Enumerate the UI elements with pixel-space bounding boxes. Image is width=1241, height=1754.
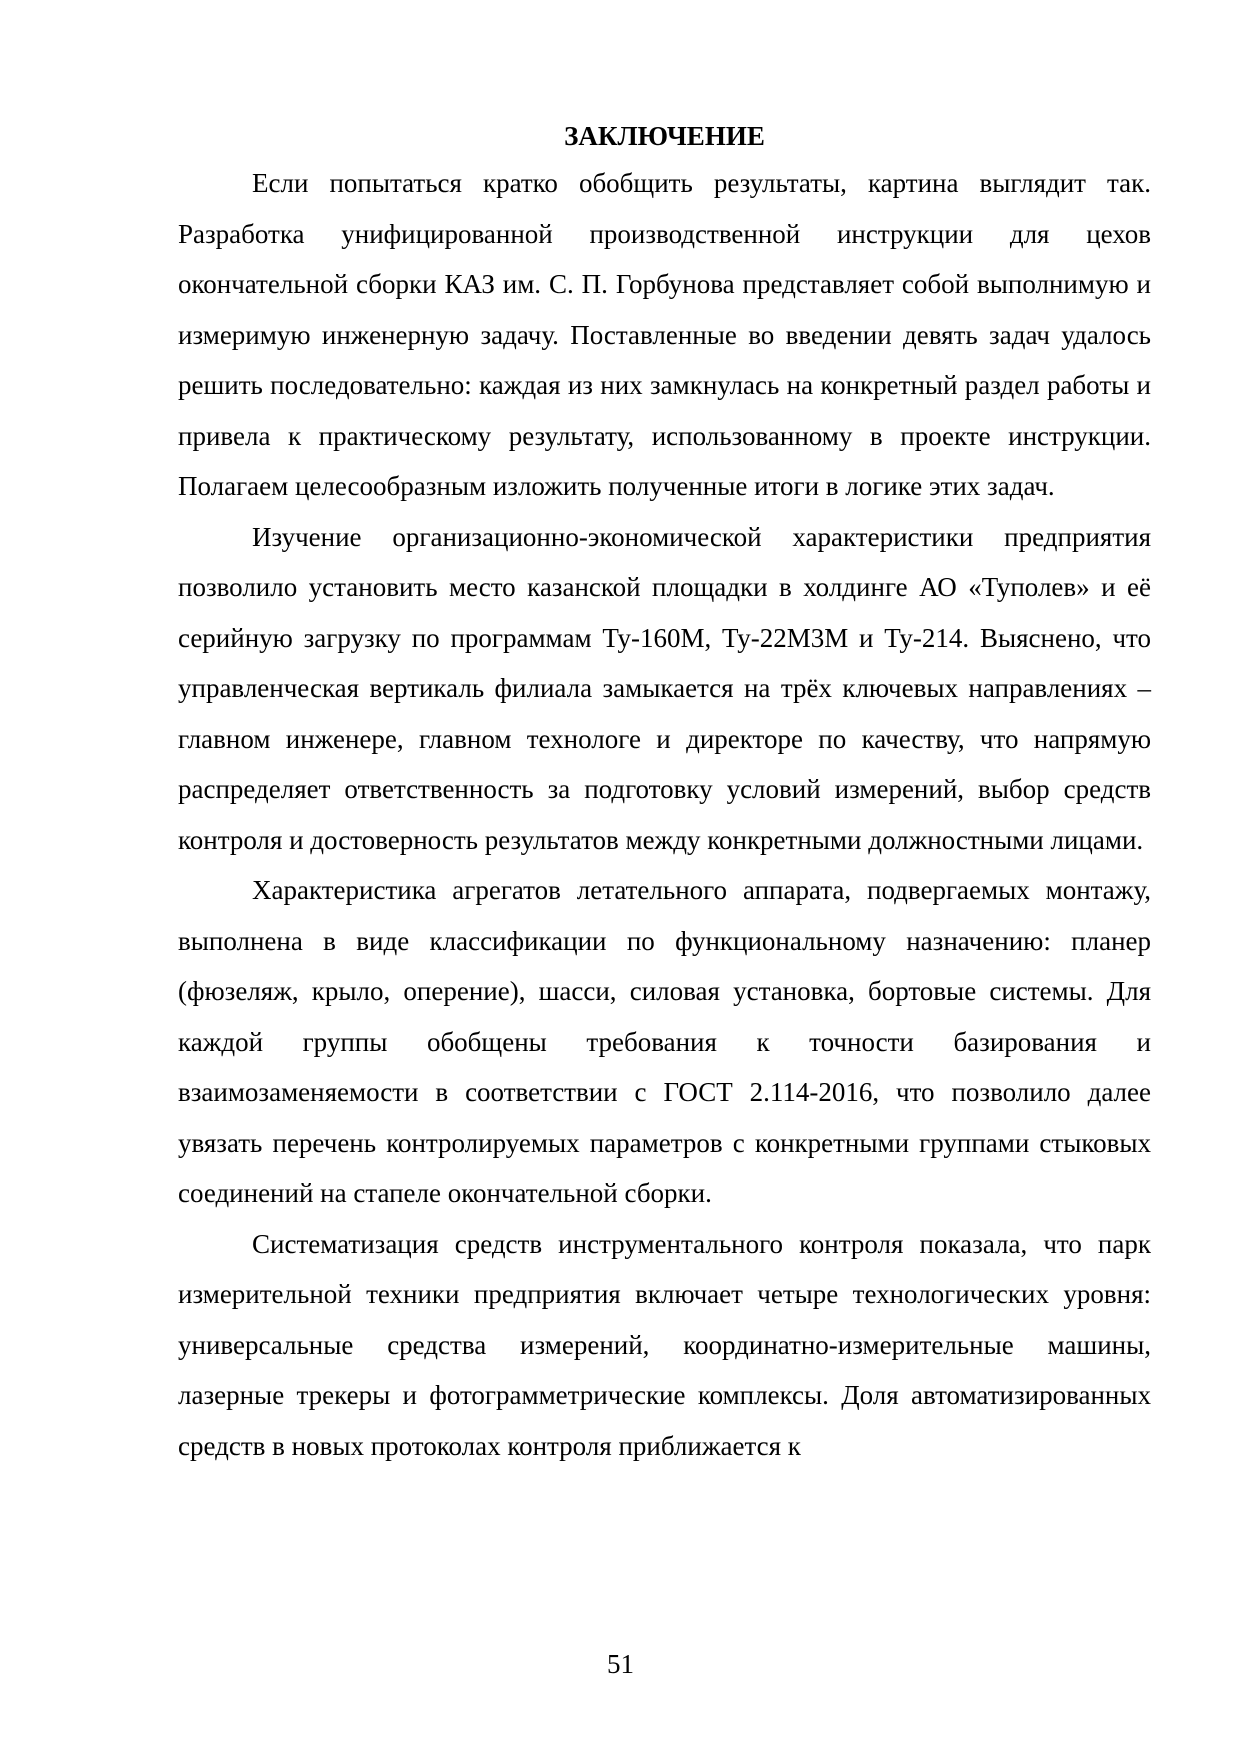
paragraph-3: Характеристика агрегатов летательного аппарата, подвергаемых монтажу, выполнена в виде классификации по функциональному назначению: планер (фюзеляж, крыло, оперение), шасси, силовая установка, бортовые системы. Для каждой группы обобщены требования к точности базирования и взаимозаменяемости в соответствии с ГОСТ 2.114-2016, что позволило далее увязать перечень контролируемых параметров с конкретными группами стыковых соединений на стапеле окончательной сборки. bbox=[178, 875, 1151, 1208]
paragraph-2: Изучение организационно-экономической характеристики предприятия позволило установить место казанской площадки в холдинге АО «Туполев» и её серийную загрузку по программам Ту-160М, Ту-22М3М и Ту-214. Выяснено, что управленческая вертикаль филиала замыкается на трёх ключевых направлениях – главном инженере, главном технологе и директоре по качеству, что напрямую распределяет ответственность за подготовку условий измерений, выбор средств контроля и достоверность результатов между конкретными должностными лицами. bbox=[178, 521, 1151, 855]
section-heading: ЗАКЛЮЧЕНИЕ bbox=[564, 121, 765, 151]
page-number: 51 bbox=[607, 1649, 634, 1679]
paragraph-1: Если попытаться кратко обобщить результаты, картина выглядит так. Разработка унифицированной производственной инструкции для цехов окончательной сборки КАЗ им. С. П. Горбунова представляет собой выполнимую и измеримую инженерную задачу. Поставленные во введении девять задач удалось решить последовательно: каждая из них замкнулась на конкретный раздел работы и привела к практическому результату, использованному в проекте инструкции. Полагаем целесообразным изложить полученные итоги в логике этих задач. bbox=[178, 168, 1151, 501]
body-text bbox=[178, 158, 1151, 1471]
paragraph-4: Систематизация средств инструментального контроля показала, что парк измерительной техники предприятия включает четыре технологических уровня: универсальные средства измерений, координатно-измерительные машины, лазерные трекеры и фотограмметрические комплексы. Доля автоматизированных средств в новых протоколах контроля приближается к bbox=[178, 1228, 1151, 1461]
